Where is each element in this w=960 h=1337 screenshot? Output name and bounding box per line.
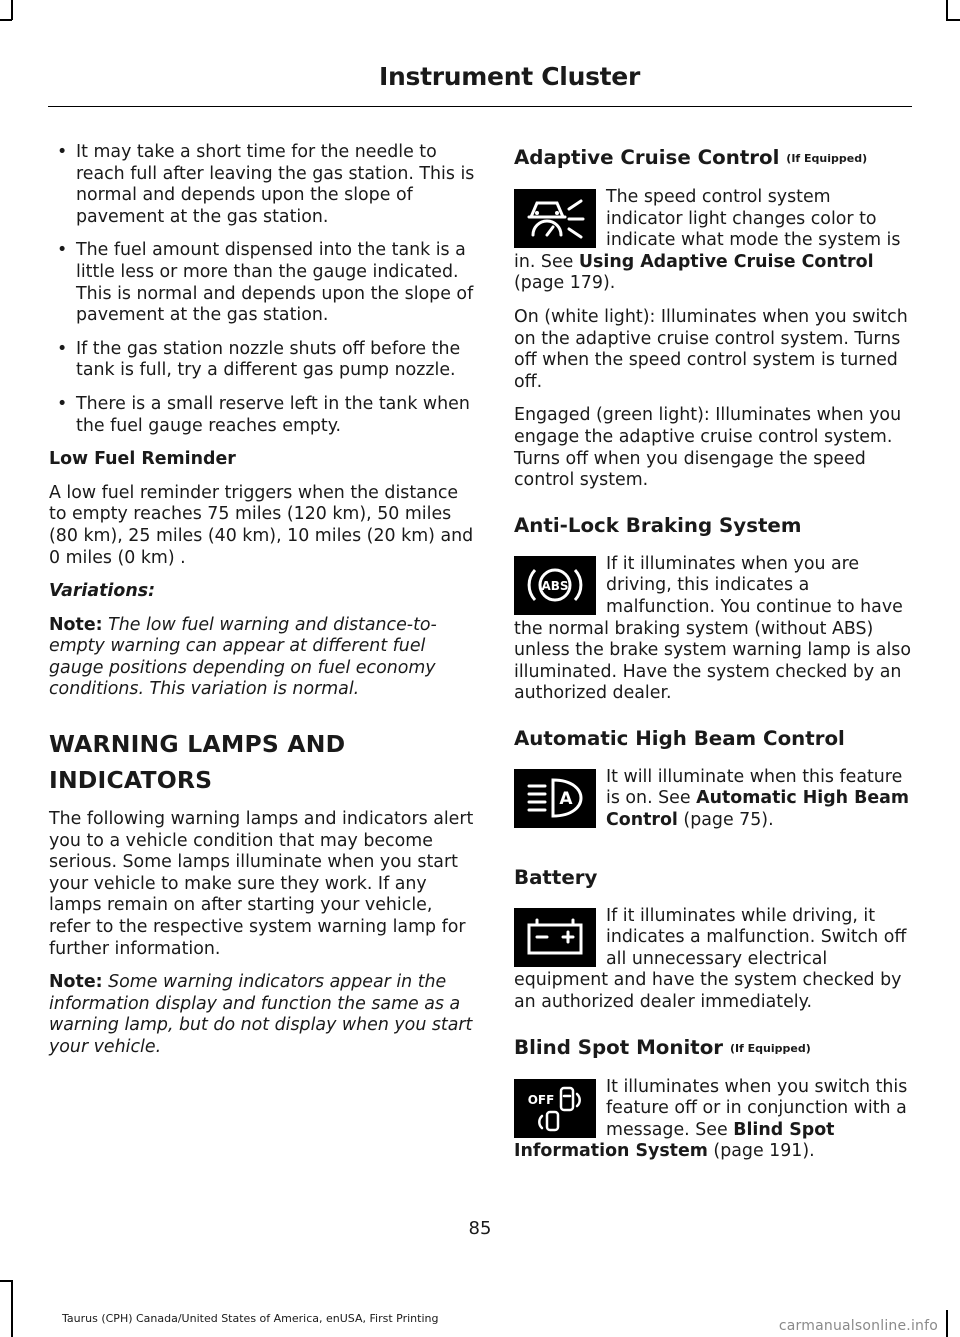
if-equipped-tag: (If Equipped) — [786, 152, 868, 165]
note-text: The low fuel warning and distance-to-empty warning can appear at different fuel gauge positions depending on fuel economy conditions. This variation is normal. — [49, 614, 437, 700]
header-rule — [48, 106, 912, 107]
blind-spot-off-icon — [514, 1079, 596, 1138]
page-number: 85 — [468, 1218, 492, 1239]
abs-icon-text: ABS — [541, 579, 569, 594]
right-column — [514, 142, 912, 1175]
if-equipped-tag: (If Equipped) — [729, 1041, 811, 1055]
acc-on-text: On (white light): Illuminates when you switch on the adaptive cruise control system. Turns off when the speed control system is turned off. — [514, 306, 908, 392]
footer-doc-info: Taurus (CPH) Canada/United States of America, enUSA, First Printing — [62, 1312, 439, 1325]
acc-text: The speed control system indicator light changes color to indicate what mode the system is in. See Using Adaptive Cruise Control (page 179). — [514, 187, 901, 294]
crop-mark — [946, 0, 948, 20]
note-text: Some warning indicators appear in the information display and function the same as a warning lamp, but do not display when you start your vehicle. — [49, 972, 473, 1057]
abs-heading: Anti-Lock Braking System — [514, 513, 802, 537]
page-title: Instrument Cluster — [379, 62, 640, 91]
acc-heading — [514, 146, 912, 171]
variations-label: Variations: — [49, 581, 156, 602]
left-column — [49, 142, 477, 1071]
bsm-heading — [514, 1036, 912, 1061]
list-item: • The fuel amount dispensed into the tank is a little less or more than the gauge indicated. This is normal and depends upon the slope of pavement at the gas station. — [49, 240, 477, 326]
list-item: • It may take a short time for the needle to reach full after leaving the gas station. This is normal and depends upon the slope of pavement at the gas station. — [49, 142, 477, 228]
crop-mark — [946, 19, 960, 21]
note-paragraph — [49, 615, 477, 701]
battery-heading: Battery — [514, 865, 598, 889]
acc-title: Adaptive Cruise Control — [514, 146, 780, 169]
auto-high-beam-icon — [514, 769, 596, 828]
battery-icon — [514, 908, 596, 967]
acc-engaged-text: Engaged (green light): Illuminates when you engage the adaptive cruise control system. Turns off when you disengage the speed control system. — [514, 405, 902, 491]
section-title-line: WARNING LAMPS AND — [49, 730, 346, 759]
adaptive-cruise-icon — [514, 189, 596, 248]
section-title — [49, 729, 477, 795]
crop-mark — [11, 1280, 13, 1337]
link-using-acc[interactable]: Using Adaptive Cruise Control — [578, 251, 874, 272]
note-label: Note: — [49, 972, 103, 993]
section-title-line: INDICATORS — [49, 766, 213, 795]
abs-icon — [514, 556, 596, 615]
link-blind-spot-info[interactable]: Blind Spot Information System — [514, 1119, 835, 1162]
watermark: carmanualsonline.info — [778, 1318, 938, 1334]
battery-text: If it illuminates while driving, it indicates a malfunction. Switch off all unnecessary electrical equipment and have the system checked by an authorized dealer immediately. — [514, 905, 907, 1013]
bsm-text: It illuminates when you switch this feature off or in conjunction with a message. See Blind Spot Information System (page 191). — [514, 1076, 908, 1162]
crop-mark — [11, 0, 13, 20]
bsm-icon-text: OFF — [527, 1093, 555, 1108]
ahb-icon-text: A — [559, 789, 573, 810]
bsm-title: Blind Spot Monitor — [514, 1035, 724, 1059]
list-item: • There is a small reserve left in the tank when the fuel gauge reaches empty. — [49, 394, 477, 437]
list-item: • If the gas station nozzle shuts off before the tank is full, try a different gas pump nozzle. — [49, 339, 477, 382]
note-paragraph — [49, 972, 477, 1058]
crop-mark — [0, 19, 12, 21]
note-label: Note: — [49, 614, 103, 635]
abs-text: If it illuminates when you are driving, this indicates a malfunction. You continue to have the normal braking system (without ABS) unless the brake system warning lamp is also illuminated. Have the system checked by an authorized dealer. — [514, 553, 911, 704]
link-automatic-high-beam[interactable]: Automatic High Beam Control — [606, 788, 910, 831]
ahb-text: It will illuminate when this feature is on. See Automatic High Beam Control (page 75). — [606, 766, 910, 831]
low-fuel-text: A low fuel reminder triggers when the distance to empty reaches 75 miles (120 km), 50 miles (80 km), 25 miles (40 km), 10 miles (20 km) and 0 miles (0 km) . — [49, 482, 474, 568]
warning-intro-text: The following warning lamps and indicators alert you to a vehicle condition that may become serious. Some lamps illuminate when you start your vehicle to make sure they work. If any lamps remain on after starting your vehicle, refer to the respective system warning lamp for further information. — [49, 809, 474, 959]
crop-mark — [0, 1280, 12, 1282]
ahb-heading: Automatic High Beam Control — [514, 726, 845, 750]
fuel-gauge-bullets — [49, 142, 477, 437]
crop-mark — [946, 1310, 948, 1337]
low-fuel-heading: Low Fuel Reminder — [49, 449, 236, 470]
